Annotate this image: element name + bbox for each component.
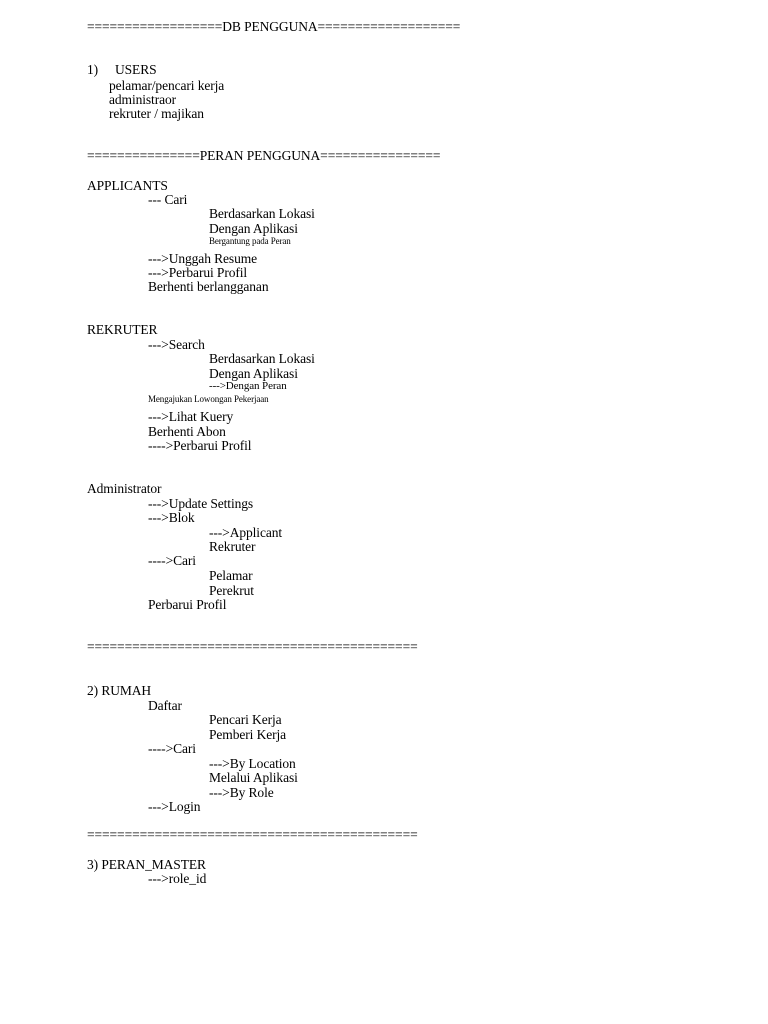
administrator-line: --->Blok <box>148 510 195 525</box>
users-number: 1) <box>87 62 99 77</box>
rumah-line: --->By Role <box>209 785 274 800</box>
administrator-line: --->Applicant <box>209 525 283 540</box>
rekruter-line: --->Dengan Peran <box>209 380 287 392</box>
rumah-line: Pencari Kerja <box>209 712 282 727</box>
rumah-line: --->Login <box>148 799 201 814</box>
applicants-line: Dengan Aplikasi <box>209 221 298 236</box>
applicants-line: Berhenti berlangganan <box>148 279 269 294</box>
section-divider: ============================================ <box>87 827 418 842</box>
rumah-line: --->By Location <box>209 756 296 771</box>
peran-master-title: 3) PERAN_MASTER <box>87 857 206 872</box>
users-title: USERS <box>115 62 157 77</box>
applicants-line: Berdasarkan Lokasi <box>209 206 315 221</box>
administrator-line: Pelamar <box>209 568 253 583</box>
peran-pengguna-header: ===============PERAN PENGGUNA================ <box>87 148 441 163</box>
rekruter-line: ---->Perbarui Profil <box>148 438 252 453</box>
administrator-line: Rekruter <box>209 539 256 554</box>
rekruter-line: --->Search <box>148 337 205 352</box>
applicants-line-small: Bergantung pada Peran <box>209 236 291 246</box>
users-item: administraor <box>109 92 177 107</box>
users-item: rekruter / majikan <box>109 106 204 121</box>
applicants-line: --- Cari <box>148 192 188 207</box>
administrator-title: Administrator <box>87 481 162 496</box>
administrator-line: Perekrut <box>209 583 254 598</box>
db-pengguna-header: ==================DB PENGGUNA=================== <box>87 19 461 34</box>
rekruter-line-small: Mengajukan Lowongan Pekerjaan <box>148 394 269 404</box>
administrator-line: Perbarui Profil <box>148 597 227 612</box>
rumah-line: ---->Cari <box>148 741 196 756</box>
rekruter-line: --->Lihat Kuery <box>148 409 234 424</box>
rumah-line: Daftar <box>148 698 182 713</box>
applicants-line: --->Unggah Resume <box>148 251 258 266</box>
peran-master-line: --->role_id <box>148 871 207 886</box>
rumah-title: 2) RUMAH <box>87 683 152 698</box>
applicants-line: --->Perbarui Profil <box>148 265 248 280</box>
rumah-line: Pemberi Kerja <box>209 727 287 742</box>
administrator-line: --->Update Settings <box>148 496 254 511</box>
administrator-line: ---->Cari <box>148 553 196 568</box>
rekruter-line: Dengan Aplikasi <box>209 366 298 381</box>
users-item: pelamar/pencari kerja <box>109 78 225 93</box>
applicants-title: APPLICANTS <box>87 178 168 193</box>
rekruter-line: Berhenti Abon <box>148 424 226 439</box>
rekruter-title: REKRUTER <box>87 322 158 337</box>
rekruter-line: Berdasarkan Lokasi <box>209 351 315 366</box>
rumah-line: Melalui Aplikasi <box>209 770 298 785</box>
section-divider: ============================================ <box>87 639 418 654</box>
